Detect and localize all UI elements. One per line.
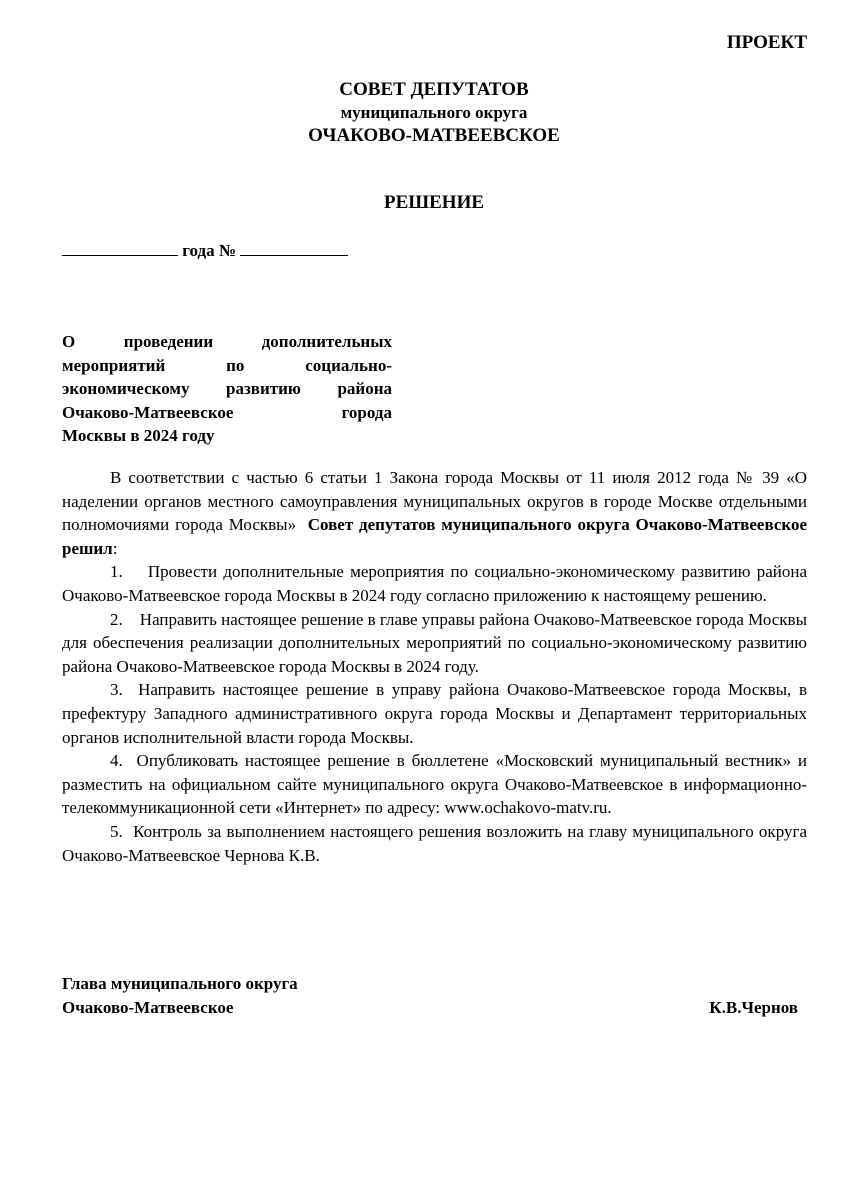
draft-label: ПРОЕКТ (726, 32, 807, 53)
signatory-name: К.В.Чернов (709, 998, 798, 1017)
subject-last-line: Москвы в 2024 году (62, 426, 215, 445)
preamble-text: В соответствии с частью 6 статьи 1 Закона города Москвы от 11 июля 2012 года № 39 «О наделении органов местного самоуправления муниципальных округов в городе Москве отдельными полномочиями города Москвы» (62, 468, 807, 535)
list-item: 4. Опубликовать настоящее решение в бюллетене «Московский муниципальный вестник» и разместить на официальном сайте муниципального округа Очаково-Матвеевское в информационно-телекоммуникационной сети «Интернет» по адресу: www.ochakovo-matv.ru. (62, 751, 807, 818)
header-line-2: муниципального округа (340, 103, 528, 122)
preamble-colon: : (112, 538, 118, 558)
decision-subject (62, 330, 392, 448)
list-item: 2. Направить настоящее решение в главе управы района Очаково-Матвеевское города Москвы для обеспечения реализации дополнительных мероприятий по социально-экономическому развитию района Очаково-Матвеевское города Москвы в 2024 году. (62, 609, 807, 676)
issuer-header (0, 78, 848, 148)
year-number-label: года № (182, 241, 236, 260)
preamble (62, 466, 807, 560)
signatory-title-line-2: Очаково-Матвеевское (62, 998, 234, 1017)
decision-title: РЕШЕНИЕ (383, 192, 485, 213)
preamble-bold: Совет депутатов муниципального округа Очаково-Матвеевское решил (62, 515, 807, 558)
header-line-1: СОВЕТ ДЕПУТАТОВ (339, 79, 529, 100)
list-item: 1. Провести дополнительные мероприятия по социально-экономическому развитию района Очаково-Матвеевское города Москвы в 2024 году согласно приложению к настоящему решению. (62, 562, 807, 605)
date-blank (62, 238, 178, 256)
signatory-title-line-1: Глава муниципального округа (62, 974, 298, 993)
decision-body (62, 466, 807, 867)
signature-block (62, 972, 798, 1020)
date-number-line (62, 238, 348, 261)
number-blank (240, 238, 348, 256)
header-line-3: ОЧАКОВО-МАТВЕЕВСКОЕ (308, 125, 560, 146)
subject-text: О проведении дополнительных мероприятий по социально-экономическому развитию района Очаково-Матвеевское города (62, 332, 392, 422)
list-item: 3. Направить настоящее решение в управу района Очаково-Матвеевское города Москвы, в префектуру Западного административного округа города Москвы и Департамент территориальных органов исполнительной власти города Москвы. (62, 680, 807, 747)
list-item: 5. Контроль за выполнением настоящего решения возложить на главу муниципального округа Очаково-Матвеевское Чернова К.В. (62, 821, 807, 865)
